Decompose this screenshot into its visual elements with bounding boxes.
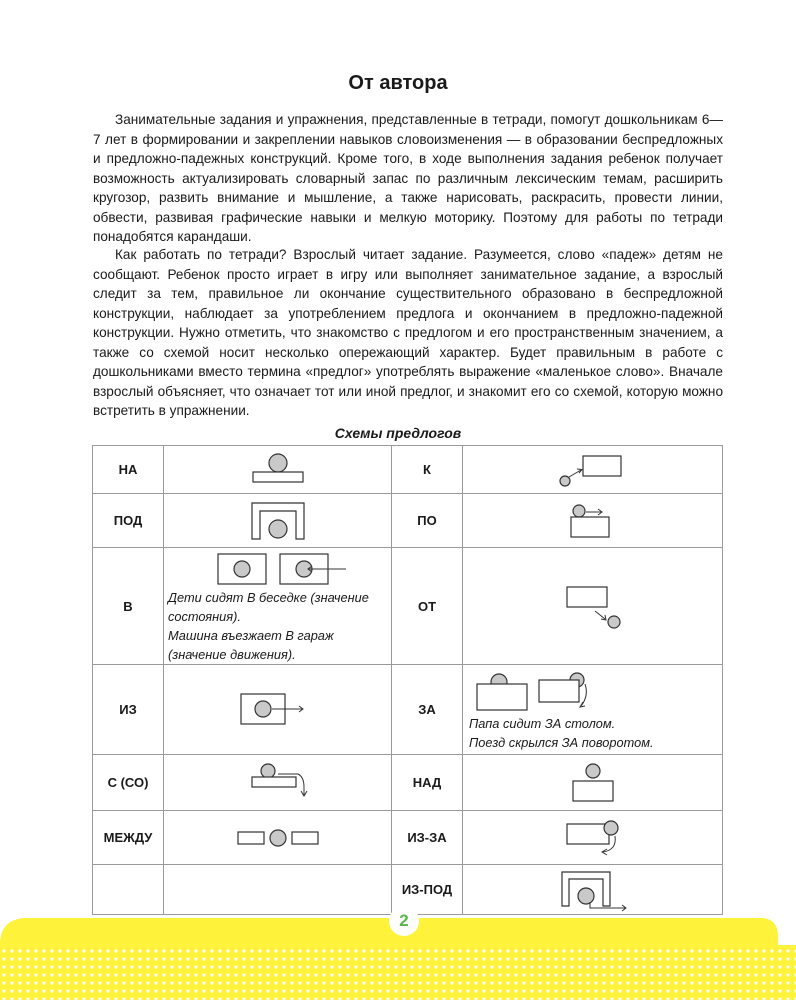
scheme-po-icon	[553, 499, 633, 543]
scheme-iz-pod	[463, 865, 723, 915]
table-row	[93, 494, 723, 548]
table-row	[93, 446, 723, 494]
page-number: 2	[389, 906, 419, 936]
scheme-s-so	[164, 755, 392, 811]
label-mezhdu: МЕЖДУ	[93, 811, 164, 865]
note-v-line1: Дети сидят В беседке (значение состояния).	[168, 590, 369, 624]
paragraph-howto	[93, 245, 723, 421]
scheme-empty	[164, 865, 392, 915]
paragraph-howto-text: Как работать по тетради? Взрослый читает задание. Разумеется, слово «падеж» детям не сообщают. Ребенок просто играет в игру или выполняет занимательное задание, а взрослый следит за тем, правильное ли окончание существительного образовано в беспредложной конструкции, наблюдает за употреблением предлога и окончанием в предложно-падежной конструкции. Нужно отметить, что знакомство с предлогом и его пространственным значением, а также со схемой носит несколько опережающий характер. Будет правильным в работе с дошкольниками вместо термина «предлог» употреблять выражение «маленькое слово». Вначале взрослый объясняет, что означает тот или иной предлог, и знакомит его со схемой, которую можно встретить в упражнении.	[93, 247, 723, 418]
note-za-line1: Папа сидит ЗА столом.	[469, 715, 616, 731]
table-row	[93, 548, 723, 665]
label-iz-pod: ИЗ-ПОД	[392, 865, 463, 915]
label-za: ЗА	[392, 665, 463, 755]
scheme-za	[463, 665, 723, 755]
label-pod: ПОД	[93, 494, 164, 548]
label-nad: НАД	[392, 755, 463, 811]
label-s-so: С (СО)	[93, 755, 164, 811]
note-v-line2: Машина въезжает В гараж (значение движения).	[168, 628, 334, 662]
scheme-nad-icon	[553, 761, 633, 805]
label-po: ПО	[392, 494, 463, 548]
scheme-na	[164, 446, 392, 494]
scheme-iz-za	[463, 811, 723, 865]
note-za-line2: Поезд скрылся ЗА поворотом.	[469, 734, 654, 750]
scheme-mezhdu	[164, 811, 392, 865]
table-row	[93, 811, 723, 865]
scheme-za-icon	[469, 670, 609, 714]
scheme-pod-icon	[238, 499, 318, 543]
table-row	[93, 755, 723, 811]
page-title: От автора	[348, 72, 448, 94]
scheme-mezhdu-icon	[228, 823, 328, 853]
scheme-na-icon	[243, 452, 313, 488]
label-v: В	[93, 548, 164, 665]
scheme-iz-icon	[233, 690, 323, 730]
label-ot: ОТ	[392, 548, 463, 665]
scheme-iz-pod-icon	[548, 868, 638, 912]
scheme-pod	[164, 494, 392, 548]
note-v	[164, 588, 391, 664]
scheme-ot	[463, 548, 723, 665]
label-k: К	[392, 446, 463, 494]
scheme-v	[164, 548, 392, 665]
table-caption: Схемы предлогов	[334, 425, 462, 441]
scheme-s-so-icon	[238, 761, 318, 805]
scheme-po	[463, 494, 723, 548]
table-row	[93, 665, 723, 755]
paragraph-intro-text: Занимательные задания и упражнения, представленные в тетради, помогут дошкольникам 6—7 лет в формировании и закреплении навыков словоизменения — в образовании беспредложных и предложно-падежных конструкций. Кроме того, в ходе выполнения задания ребенок получает возможность актуализировать словарный запас по различным лексическим темам, расширить кругозор, развить внимание и мышление, а также нарисовать, раскрасить, провести линии, обвести, развивая графические навыки и мелкую моторику. Поэтому для работы по тетради понадобятся карандаши.	[93, 112, 723, 244]
scheme-v-icon	[208, 552, 348, 588]
note-za	[463, 714, 722, 752]
prepositions-schemes-table	[92, 445, 723, 915]
scheme-k-icon	[553, 450, 633, 490]
label-iz: ИЗ	[93, 665, 164, 755]
scheme-iz	[164, 665, 392, 755]
scheme-nad	[463, 755, 723, 811]
scheme-ot-icon	[553, 581, 633, 631]
scheme-iz-za-icon	[553, 816, 633, 860]
label-empty	[93, 865, 164, 915]
label-na: НА	[93, 446, 164, 494]
label-iz-za: ИЗ-ЗА	[392, 811, 463, 865]
paragraph-intro	[93, 110, 723, 247]
scheme-k	[463, 446, 723, 494]
